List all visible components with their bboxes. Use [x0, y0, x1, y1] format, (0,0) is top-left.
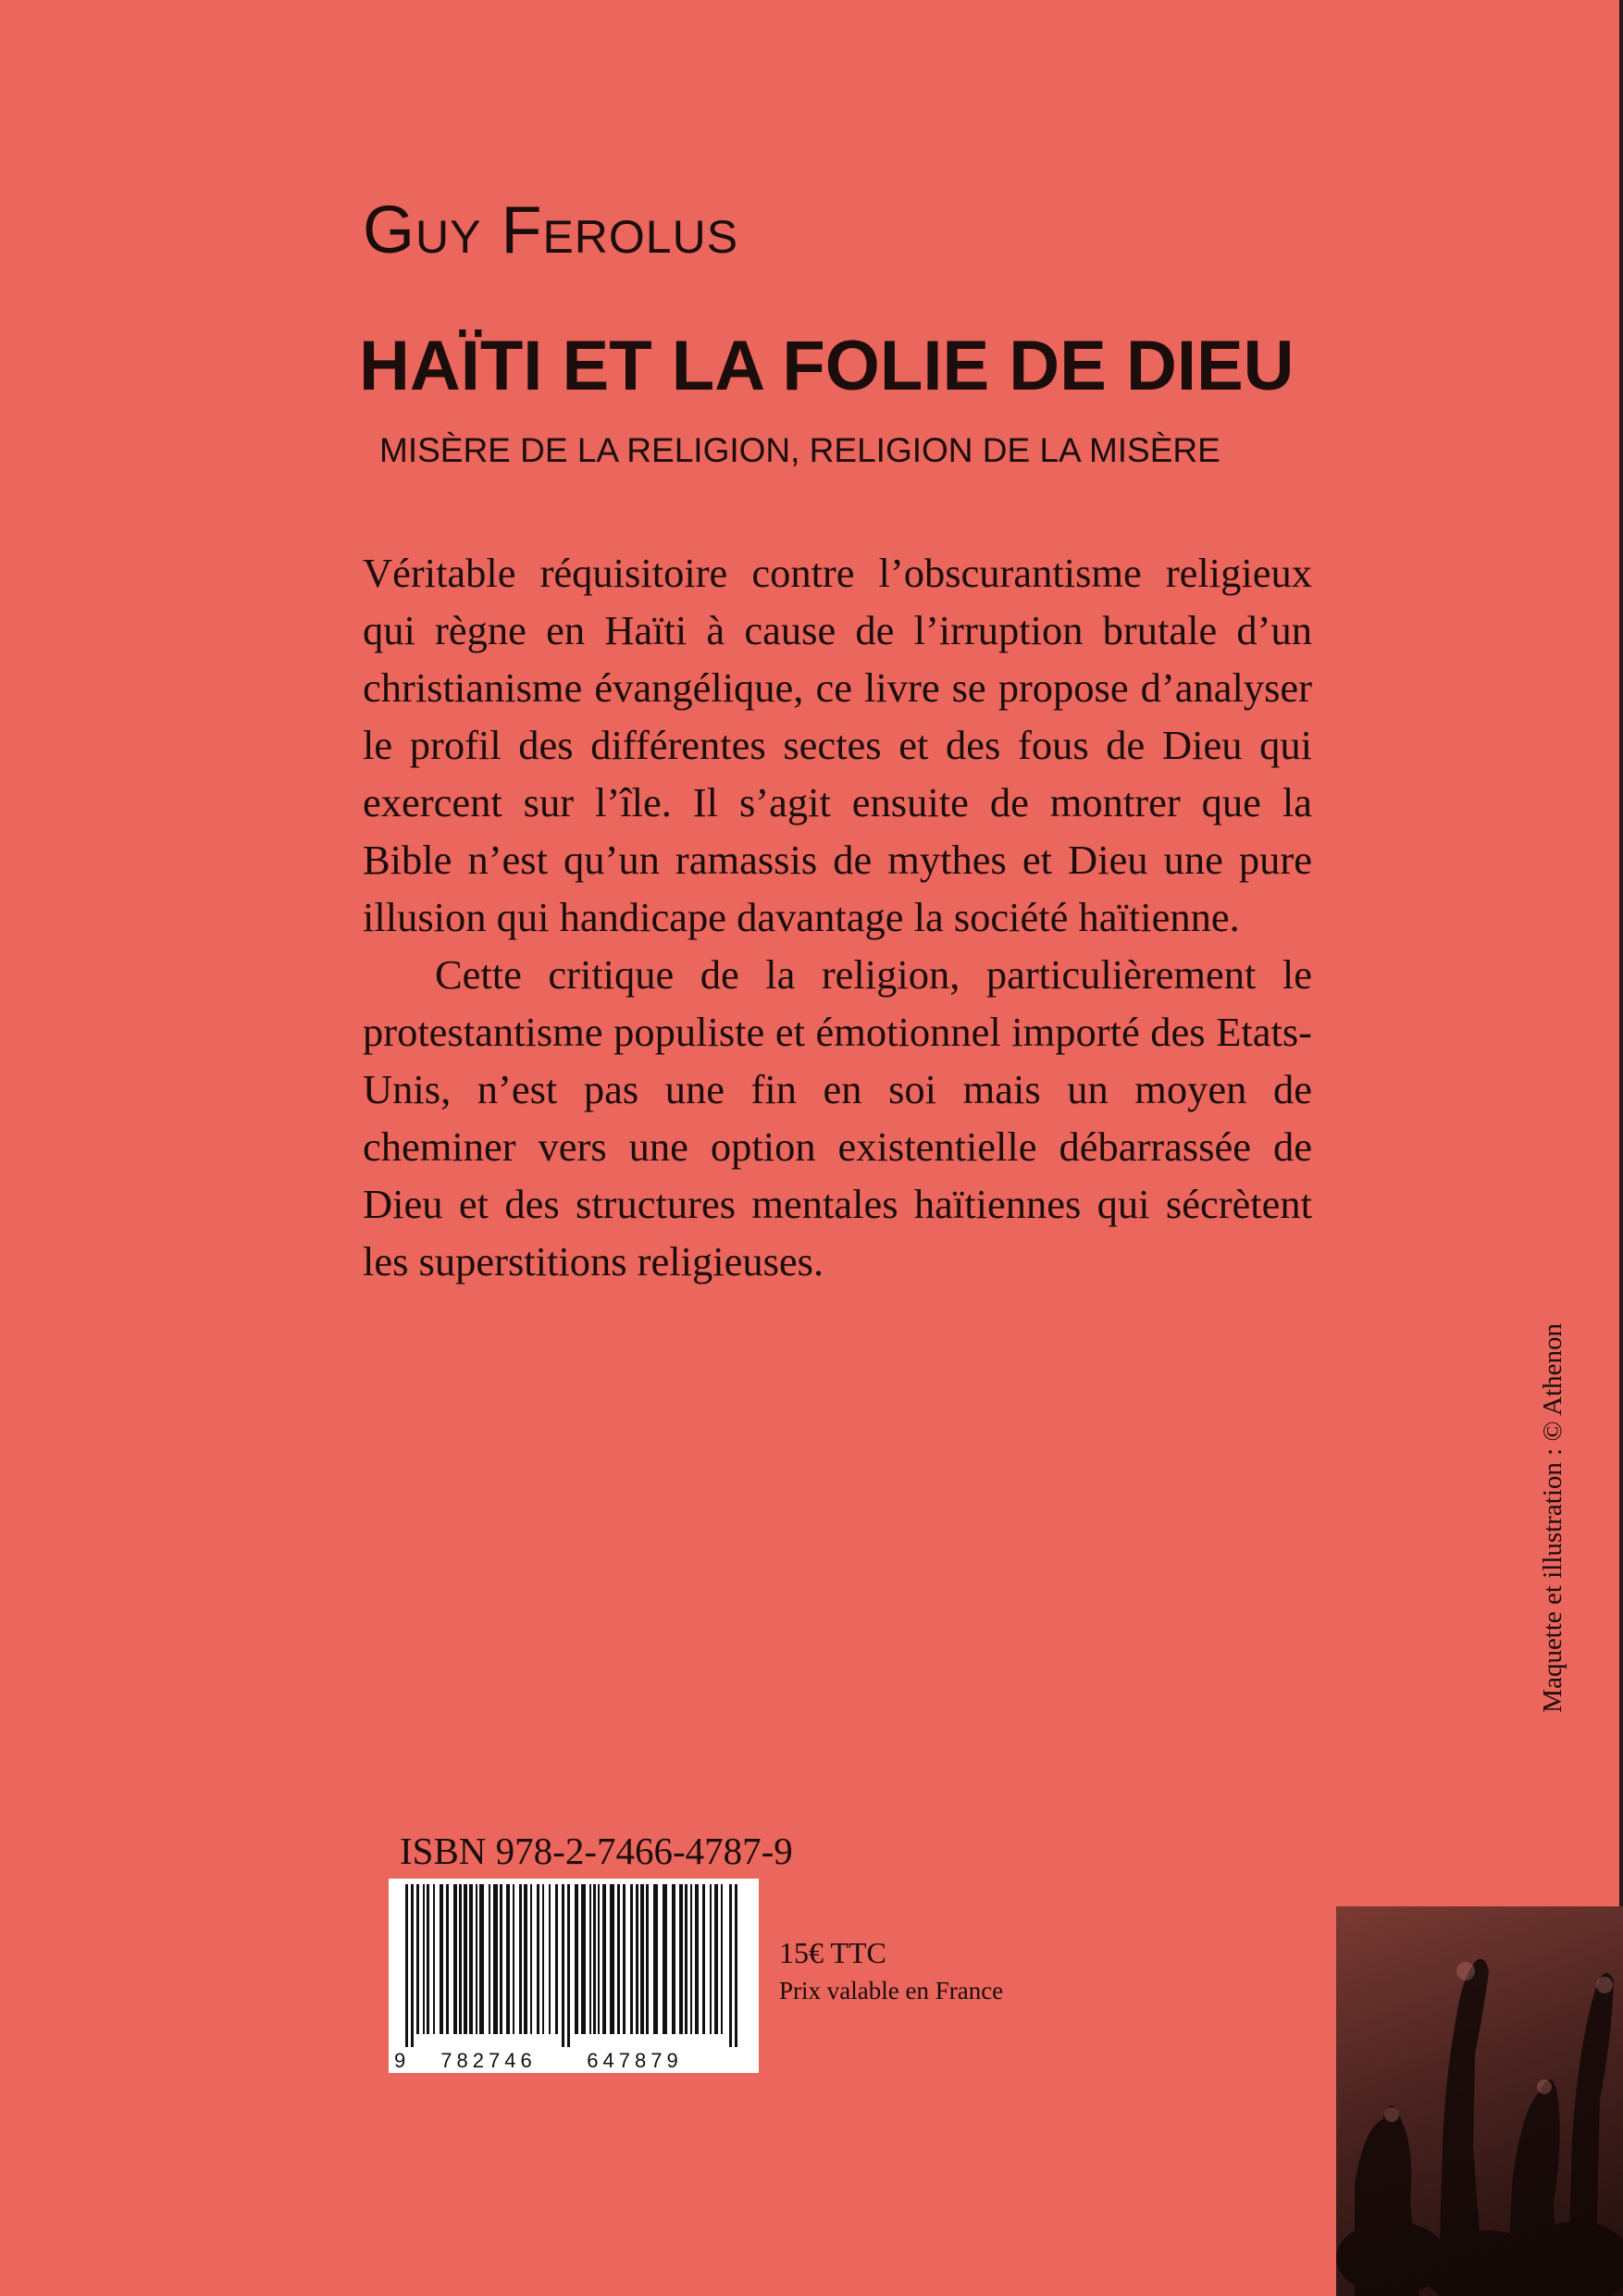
price-validity: Prix valable en France — [779, 1977, 1004, 2004]
book-subtitle: MISÈRE DE LA RELIGION, RELIGION DE LA MISÈRE — [379, 431, 1220, 469]
crowd-photo — [1336, 1906, 1623, 2296]
barcode-digit-first: 9 — [394, 2049, 406, 2072]
author-name: Guy Ferolus — [363, 193, 739, 267]
barcode-digits-left: 782746 — [440, 2049, 537, 2072]
book-title: HAÏTI ET LA FOLIE DE DIEU — [359, 327, 1295, 405]
barcode-digits-right: 647879 — [587, 2049, 683, 2072]
blurb-paragraph-2: Cette critique de la religion, particulièrement le protestantisme populiste et émotionnel importé des Etats-Unis, n’est pas une fin en soi mais un moyen de cheminer vers une option existentielle débarrassée de Dieu et des structures mentales haïtiennes qui sécrètent les superstitions religieuses. — [363, 951, 1312, 1285]
barcode — [389, 1879, 759, 2073]
illustration-credit: Maquette et illustration : © Athenon — [1538, 1323, 1567, 1713]
price: 15€ TTC — [779, 1936, 886, 1969]
crowd-silhouette — [1336, 1906, 1623, 2296]
isbn: ISBN 978-2-7466-4787-9 — [400, 1830, 793, 1872]
blurb-paragraph-1: Véritable réquisitoire contre l’obscurantisme religieux qui règne en Haïti à cause de l’irruption brutale d’un christianisme évangélique, ce livre se propose d’analyser le profil des différentes sectes et des fous de Dieu qui exercent sur l’île. Il s’agit ensuite de montrer que la Bible n’est qu’un ramassis de mythes et Dieu une pure illusion qui handicape davantage la société haïtienne. — [363, 550, 1312, 940]
blurb — [363, 544, 1312, 1290]
